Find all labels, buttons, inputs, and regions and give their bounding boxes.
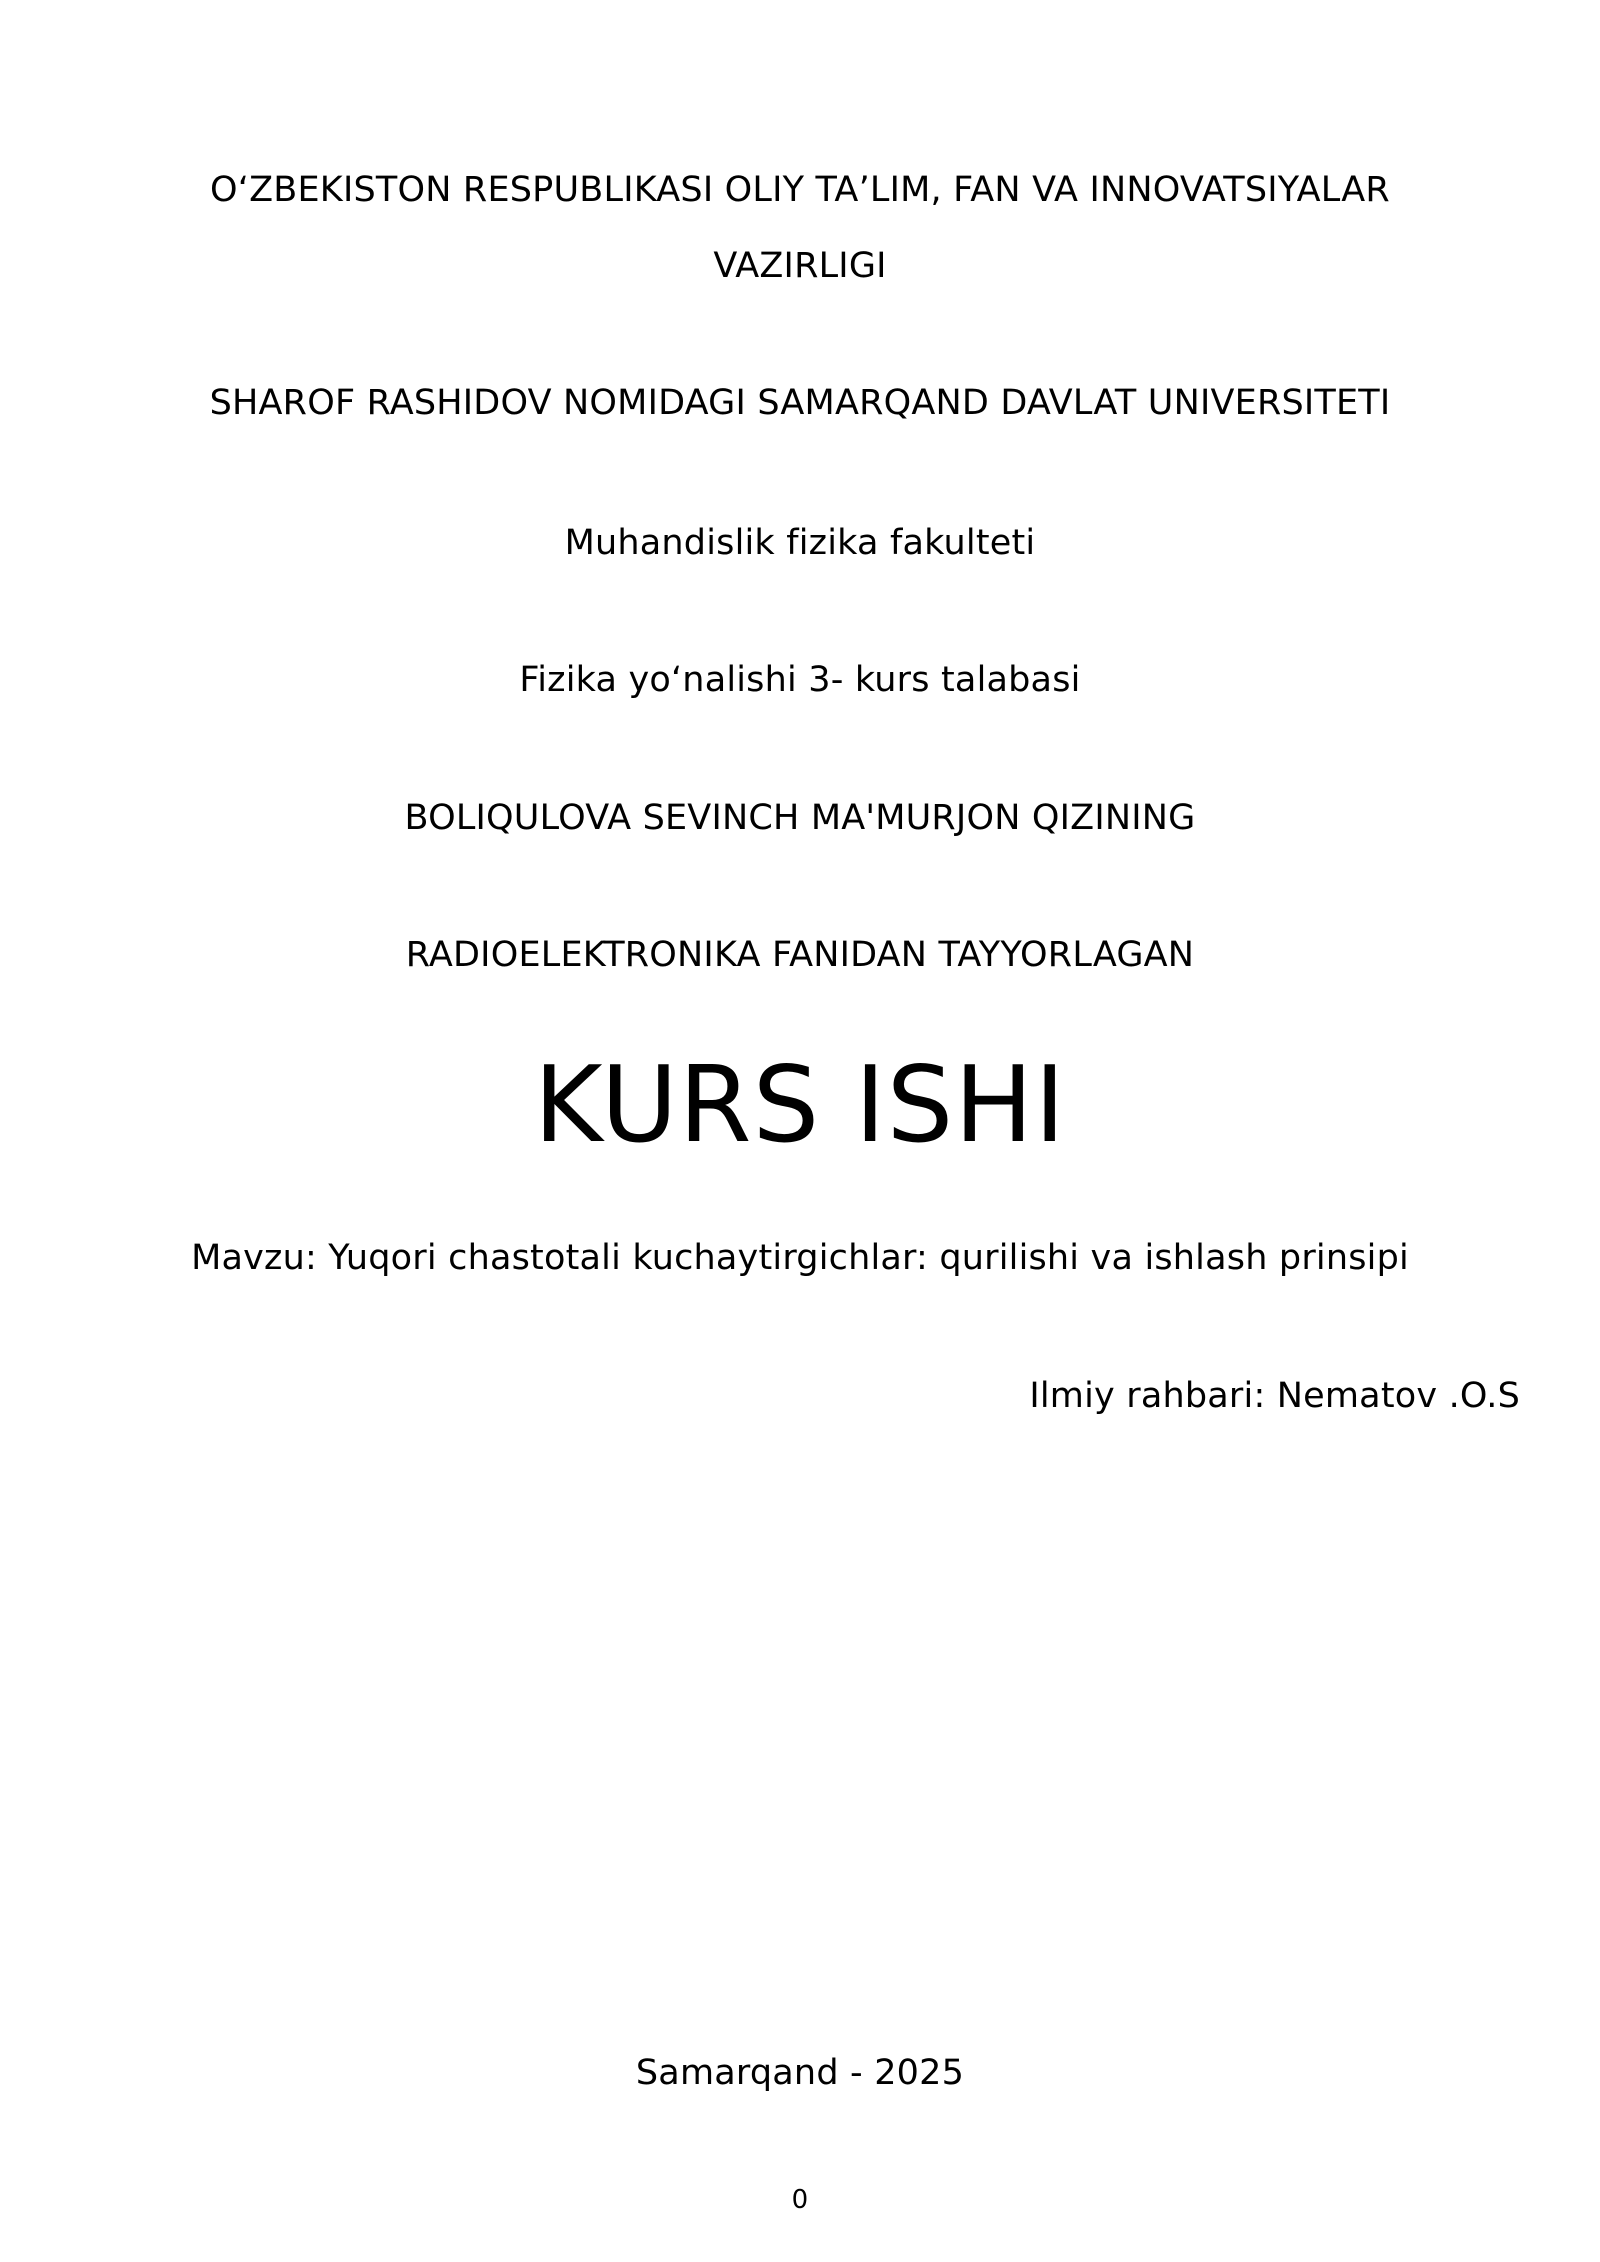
page-number: 0 <box>791 2185 809 2215</box>
ministry-name-line-2: VAZIRLIGI <box>713 246 887 286</box>
city-year: Samarqand - 2025 <box>635 2053 965 2093</box>
student-name: BOLIQULOVA SEVINCH MA'MURJON QIZINING <box>404 798 1196 838</box>
student-year-line: Fizika yo‘nalishi 3- kurs talabasi <box>519 660 1081 700</box>
university-name: SHAROF RASHIDOV NOMIDAGI SAMARQAND DAVLAT UNIVERSITETI <box>209 383 1391 423</box>
topic-line: Mavzu: Yuqori chastotali kuchaytirgichlar: qurilishi va ishlash prinsipi <box>191 1238 1409 1278</box>
document-type-title: KURS ISHI <box>533 1044 1067 1166</box>
faculty-name: Muhandislik fizika fakulteti <box>564 523 1036 563</box>
ministry-name-line-1: O‘ZBEKISTON RESPUBLIKASI OLIY TA’LIM, FAN VA INNOVATSIYALAR <box>210 170 1390 210</box>
subject-line: RADIOELEKTRONIKA FANIDAN TAYYORLAGAN <box>405 935 1195 975</box>
supervisor-line: Ilmiy rahbari: Nematov .O.S <box>1029 1376 1520 1416</box>
